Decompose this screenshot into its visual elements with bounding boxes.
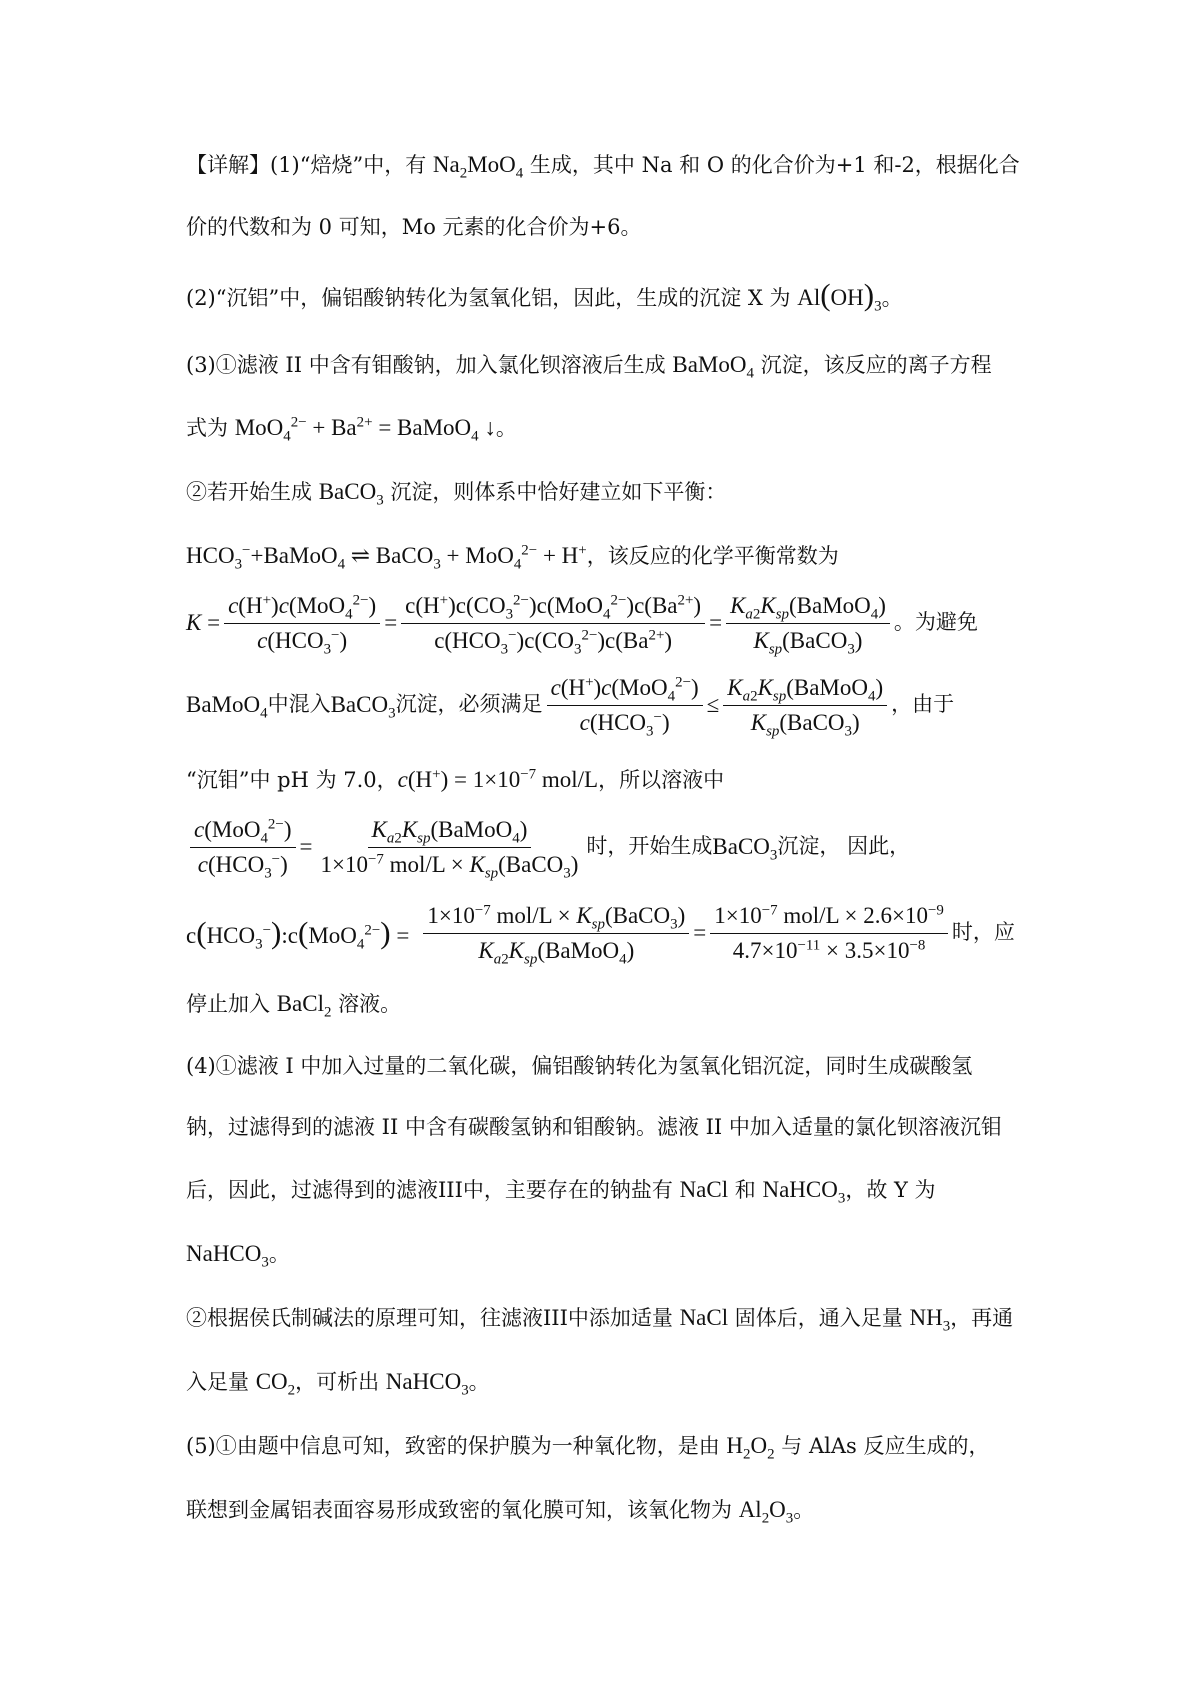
paragraph-1: 【详解】(1)“焙烧”中，有 $Na_2MoO_4$ 生成，其中 Na 和 O 的化合价为+1 和-2，根据化合 <box>186 152 1020 182</box>
equation-ratio: $\frac{c(MoO_4^{2-})}{c(HCO_3^-)}$ = $\frac{K_{a2}K_{sp}(BaMoO_4)}{1\times 10^{-7} mol/L \times K_{sp}(BaCO_3)}$ 时，开始生成 BaCO$_3$ 沉淀， 因此， <box>186 813 1026 881</box>
paragraph-15: NaHCO$_3$。 <box>186 1241 290 1271</box>
paragraph-18: (5)①由题中信息可知，致密的保护膜为一种氧化物，是由 $H_2O_2$ 与 AlAs 反应生成的， <box>186 1433 990 1463</box>
paragraph-3-cont: 式为 $MoO_4^{2-} + Ba^{2+}$ = BaMoO$_4$ ↓。 <box>186 414 517 446</box>
equilibrium-equation: $HCO_3^-+BaMoO_4$ ⇌ BaCO$_3$ + MoO$_4^{2-}$ + H+ <box>186 542 587 573</box>
equation-k: K = $\frac{c(H^+)c(MoO_4^{2-})}{c(HCO_3^-)}$ = $\frac{c(H^+)c(CO_3^{2-})c(MoO_4^{2-})c(Ba^{2+})}{c(HCO_3^-)c(CO_3^{2-})c(Ba^{2+})}$ = $\frac{K_{a2}K_{sp}(BaMoO_4)}{K_{sp}(BaCO_3)}$ 。为避免 <box>186 592 978 658</box>
paragraph-2: (2)“沉铝”中，偏铝酸钠转化为氢氧化铝，因此，生成的沉淀 X 为 $Al(OH)_3$。 <box>186 277 903 315</box>
paragraph-7: BaMoO$_4$ 中混入 BaCO$_3$ 沉淀，必须满足 $\frac{c(H^+)c(MoO_4^{2-})}{c(HCO_3^-)}$ ≤ $\frac{K_{a2}K_{sp}(BaMoO_4)}{K_{sp}(BaCO_3)}$ ，由于 <box>186 674 955 740</box>
paragraph-8: “沉钼”中 pH 为 7.0，$c(H^+) = 1\times 10^{-7}$ mol/L，所以溶液中 <box>186 766 725 793</box>
paragraph-16: ②根据侯氏制碱法的原理可知，往滤液III中添加适量 NaCl 固体后，通入足量 $NH_3$，再通 <box>186 1305 1014 1335</box>
formula-bamoo4: BaMoO$_4$ <box>672 351 754 382</box>
paragraph-19: 联想到金属铝表面容易形成致密的氧化膜可知，该氧化物为 $Al_2O_3$。 <box>186 1496 815 1527</box>
ionic-equation: $MoO_4^{2-} + Ba^{2+}$ = BaMoO$_4$ ↓ <box>234 414 496 446</box>
paragraph-1-cont: 价的代数和为 0 可知，Mo 元素的化合价为+6。 <box>186 214 642 239</box>
paragraph-17: 入足量 $CO_2$，可析出 NaHCO$_3$。 <box>186 1369 490 1399</box>
paragraph-5: $HCO_3^-+BaMoO_4$ ⇌ BaCO$_3$ + MoO$_4^{2-}$ + H+，该反应的化学平衡常数为 <box>186 542 839 573</box>
formula-na2moo4: $Na_2MoO_4$ <box>432 152 524 182</box>
formula-baco3: BaCO$_3$ <box>318 479 384 509</box>
paragraph-13: 钠，过滤得到的滤液 II 中含有碳酸氢钠和钼酸钠。滤液 II 中加入适量的氯化钡溶液沉钼 <box>186 1115 1002 1140</box>
paragraph-3: (3)①滤液 II 中含有钼酸钠，加入氯化钡溶液后生成 BaMoO$_4$ 沉淀，该反应的离子方程 <box>186 351 992 382</box>
document-body <box>186 150 1026 1525</box>
paragraph-11: 停止加入 BaCl$_2$ 溶液。 <box>186 991 402 1021</box>
paragraph-14: 后，因此，过滤得到的滤液III中，主要存在的钠盐有 NaCl 和 NaHCO$_3$，故 Y 为 <box>186 1177 936 1208</box>
equation-ratio-value: $c(HCO_3^-):c(MoO_4^{2-})$ = $\frac{1\times 10^{-7} mol/L \times K_{sp}(BaCO_3)}{K_{a2}K_{sp}(BaMoO_4)}$ = $\frac{1\times 10^{-7} mol/L \times 2.6\times 10^{-9}}{4.7\times 10^{-11} \times 3.5\times 10^{-8}}$ 时，应 <box>186 901 1015 968</box>
paragraph-4: ②若开始生成 BaCO$_3$ 沉淀，则体系中恰好建立如下平衡： <box>186 479 727 509</box>
paragraph-12: (4)①滤液 I 中加入过量的二氧化碳，偏铝酸钠转化为氢氧化铝沉淀，同时生成碳酸氢 <box>186 1053 973 1078</box>
formula-aloh3: $Al(OH)_3$ <box>797 277 882 315</box>
